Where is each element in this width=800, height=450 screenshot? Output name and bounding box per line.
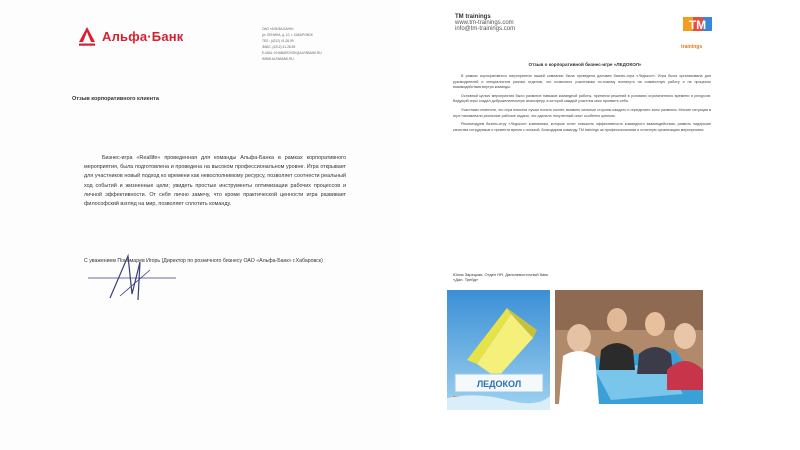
letter-body: Бизнес-игра «Reallife» проведенная для команды Альфа-Банка в рамках корпоративного мероприятия, была подготовлена и проведена на высоком профессиональном уровне. Игра открывает для участников новый подход ко времени как невосполнимому ресурсу, позволяет соотнести реальный ход событий и жизненные цели; увидеть простые инструменты оптимизации рабочих процессов и личной эффективности. От себя лично замечу, что кроме практической ценности игра развивает философский взгляд на мир, позволяет сплотить команду. — [84, 155, 346, 208]
players-photo — [555, 290, 703, 404]
review-title: Отзыв о корпоративной бизнес-игре «ЛЕДОКОЛ» — [528, 62, 642, 67]
game-box-illustration — [447, 290, 550, 410]
game-box-photo — [447, 290, 550, 410]
bank-name: Альфа·Банк — [102, 29, 184, 44]
review-paragraph: Основной целью мероприятия было развитие навыков командной работы, принятия решений в условиях ограниченного времени и ресурсов. Ведущий игры создал доброжелательную атмосферу, в которой каждый участник смог проявить себя. — [453, 93, 711, 104]
company-name: TM trainings — [455, 14, 491, 20]
review-document — [445, 14, 715, 410]
review-signature-line: Юлия Зарецкая, Отдел HR, Дальневосточный банк — [453, 272, 549, 277]
review-body — [453, 74, 711, 136]
review-paragraph: В рамках корпоративного мероприятия нашей компании была проведена деловая бизнес-игра «Ледокол». Игра была организована для руководителей и специалистов разных отделов, что позволило участникам по-новому взглянуть на совместную работу и на процессы взаимодействия внутри команды. — [453, 74, 711, 90]
review-paragraph: Рекомендуем бизнес-игру «Ледокол» компаниям, которые хотят повысить эффективность командного взаимодействия, развить лидерские качества сотрудников и провести время с пользой. Благодарим команду TM trainings за профессионализм и отличную организацию мероприятия. — [453, 122, 711, 132]
address-line: ОАО «АЛЬФА-БАНК» — [262, 27, 294, 31]
svg-text:TM: TM — [688, 18, 707, 32]
address-line: E-MAIL: KHABAROVSK@ALFABANK.RU — [262, 51, 322, 55]
company-email: info@tm-trainings.com — [455, 26, 516, 33]
review-signature — [453, 272, 653, 283]
game-box-title: ЛЕДОКОЛ — [476, 379, 522, 389]
alfa-bank-logo-icon — [76, 26, 98, 46]
tm-trainings-logo-icon — [681, 14, 714, 44]
review-signature-line: «Дал. Трейд» — [453, 277, 479, 283]
company-website: www.tm-trainings.com — [455, 20, 514, 27]
address-line: WWW.ALFABANK.RU — [262, 57, 294, 61]
address-line: ФАКС: (4212) 41-28-95 — [262, 45, 296, 49]
address-line: ул. ЛЕНИНА, д. 10, г. ХАБАРОВСК — [262, 33, 313, 37]
letter-signature-line: С уважением Пономарев Игорь (Директор по розничного бизнесу ОАО «Альфа-Банк» г.Хабаровск) — [84, 258, 323, 264]
review-header — [455, 14, 515, 33]
bank-address-block — [262, 26, 372, 62]
logo-caption: trainings — [681, 44, 703, 50]
players-illustration — [555, 290, 703, 404]
letter-title: Отзыв корпоративного клиента — [72, 96, 159, 102]
review-paragraph: Участники отметили, что игра помогла лучше понять коллег, выявить сильные стороны каждого и определить зоны развития. Многие ситуации в игре напоминали реальные рабочие задачи, что сделало полученный опыт особенно ценным. — [453, 107, 711, 118]
handwritten-signature — [80, 248, 180, 308]
address-line: ТЕЛ.: (4212) 41-28-99 — [262, 39, 294, 43]
